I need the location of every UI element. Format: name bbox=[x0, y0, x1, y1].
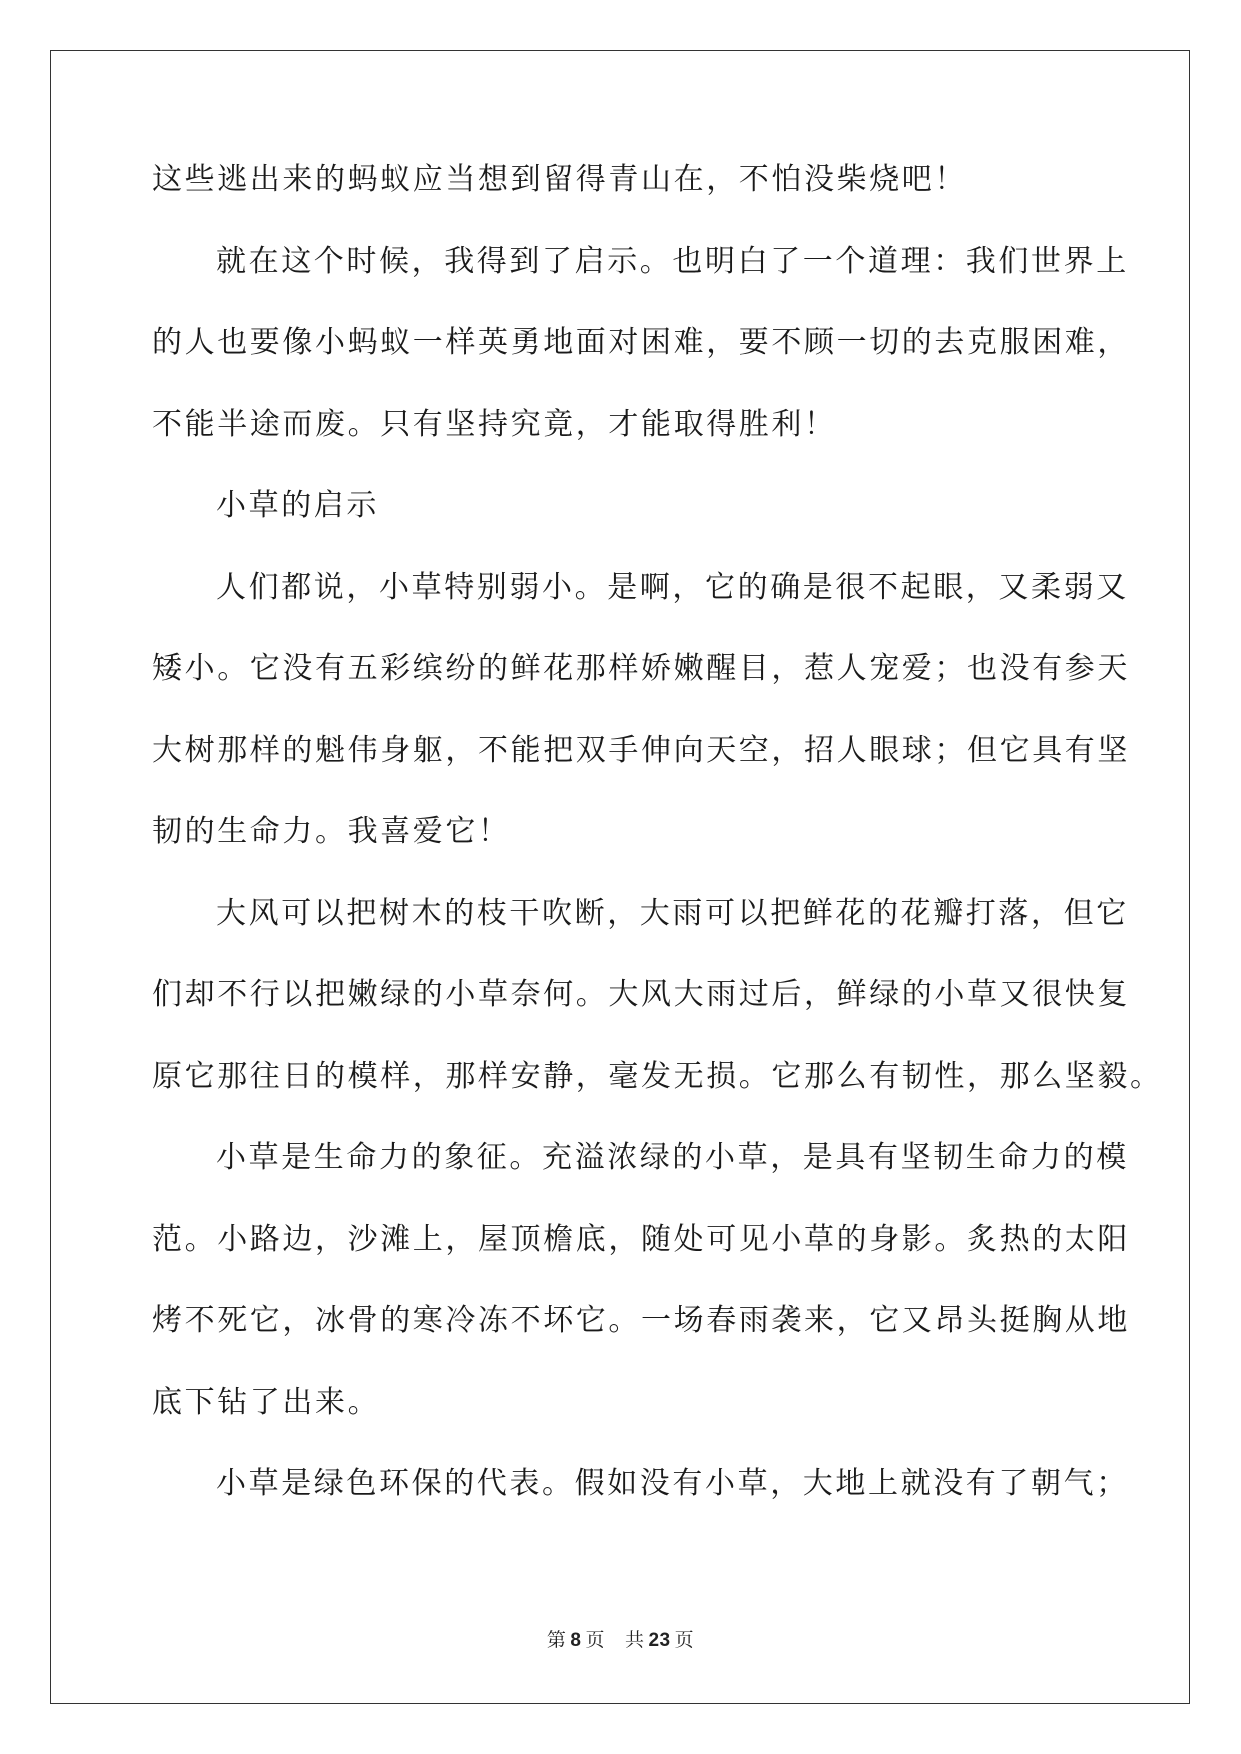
section-heading: 小草的启示 bbox=[216, 488, 379, 523]
total-prefix: 共 bbox=[624, 1629, 645, 1651]
text-line: 这些逃出来的蚂蚁应当想到留得青山在，不怕没柴烧吧！ bbox=[152, 162, 967, 197]
text-line: 范。小路边，沙滩上，屋顶檐底，随处可见小草的身影。炙热的太阳 bbox=[152, 1221, 1130, 1257]
text-line: 们却不行以把嫩绿的小草奈何。大风大雨过后，鲜绿的小草又很快复 bbox=[152, 977, 1130, 1012]
page-number: 8 bbox=[570, 1630, 582, 1651]
page-footer bbox=[0, 1628, 1241, 1653]
text-line: 烤不死它，冰骨的寒冷冻不坏它。一场春雨袭来，它又昂头挺胸从地 bbox=[152, 1303, 1130, 1338]
text-line: 人们都说，小草特别弱小。是啊，它的确是很不起眼，又柔弱又 bbox=[216, 569, 1129, 605]
text-line: 小草是绿色环保的代表。假如没有小草，大地上就没有了朝气； bbox=[216, 1466, 1129, 1501]
text-line: 就在这个时候，我得到了启示。也明白了一个道理：我们世界上 bbox=[216, 243, 1129, 279]
text-line: 不能半途而废。只有坚持究竟，才能取得胜利！ bbox=[152, 406, 837, 442]
text-line: 大树那样的魁伟身躯，不能把双手伸向天空，招人眼球；但它具有坚 bbox=[152, 732, 1130, 768]
text-line: 底下钻了出来。 bbox=[152, 1384, 381, 1420]
text-line: 原它那往日的模样，那样安静，毫发无损。它那么有韧性，那么坚毅。 bbox=[152, 1058, 1163, 1094]
text-line: 的人也要像小蚂蚁一样英勇地面对困难，要不顾一切的去克服困难， bbox=[152, 325, 1130, 360]
text-line: 小草是生命力的象征。充溢浓绿的小草，是具有坚韧生命力的模 bbox=[216, 1140, 1129, 1175]
page-prefix: 第 bbox=[546, 1629, 567, 1651]
text-line: 矮小。它没有五彩缤纷的鲜花那样娇嫩醒目，惹人宠爱；也没有参天 bbox=[152, 651, 1130, 686]
total-pages: 23 bbox=[648, 1630, 671, 1651]
text-line: 韧的生命力。我喜爱它！ bbox=[152, 814, 511, 849]
document-body bbox=[152, 160, 1163, 1546]
total-suffix: 页 bbox=[674, 1629, 695, 1651]
page-suffix: 页 bbox=[585, 1629, 605, 1651]
text-line: 大风可以把树木的枝干吹断，大雨可以把鲜花的花瓣打落，但它 bbox=[216, 895, 1129, 931]
